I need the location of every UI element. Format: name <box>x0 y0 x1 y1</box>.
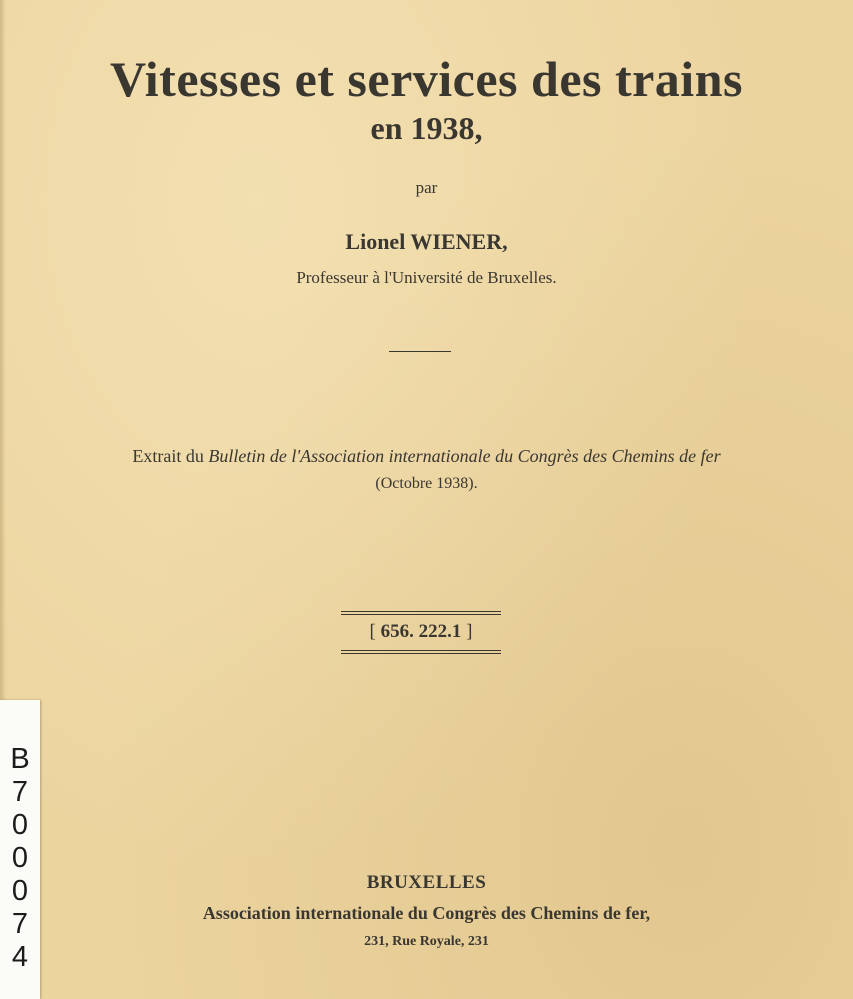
extract-journal: Bulletin de l'Association internationale du Congrès des Chemins de fer <box>208 446 721 466</box>
separator-rule <box>389 351 451 352</box>
call-number-char: 0 <box>11 809 29 841</box>
classification-rule-bottom <box>341 650 501 654</box>
document-title: Vitesses et services des trains <box>110 51 743 107</box>
classification-close-bracket: ] <box>466 621 473 642</box>
imprint-address: 231, Rue Royale, 231 <box>364 934 489 949</box>
classification-box <box>341 611 501 656</box>
call-number-char: 0 <box>11 875 29 907</box>
by-line: par <box>415 178 438 197</box>
extract-note <box>0 446 853 467</box>
call-number-char: 7 <box>11 776 29 808</box>
call-number-char: B <box>10 743 30 775</box>
classification-code: 656. 222.1 <box>380 621 462 642</box>
document-subtitle: en 1938, <box>370 110 483 146</box>
classification-code-line <box>341 621 501 643</box>
classification-rule-top <box>341 611 501 615</box>
extract-date: (Octobre 1938). <box>375 475 478 492</box>
imprint-organization: Association internationale du Congrès des Chemins de fer, <box>202 903 651 923</box>
call-number-char: 7 <box>11 908 29 940</box>
call-number <box>0 743 40 974</box>
call-number-char: 0 <box>11 842 29 874</box>
author-affiliation: Professeur à l'Université de Bruxelles. <box>296 268 557 287</box>
classification-open-bracket: [ <box>369 621 376 642</box>
author-name: Lionel WIENER, <box>345 229 508 254</box>
call-number-char: 4 <box>11 941 29 973</box>
extract-prefix: Extrait du <box>132 446 204 466</box>
imprint-city: BRUXELLES <box>366 872 487 893</box>
